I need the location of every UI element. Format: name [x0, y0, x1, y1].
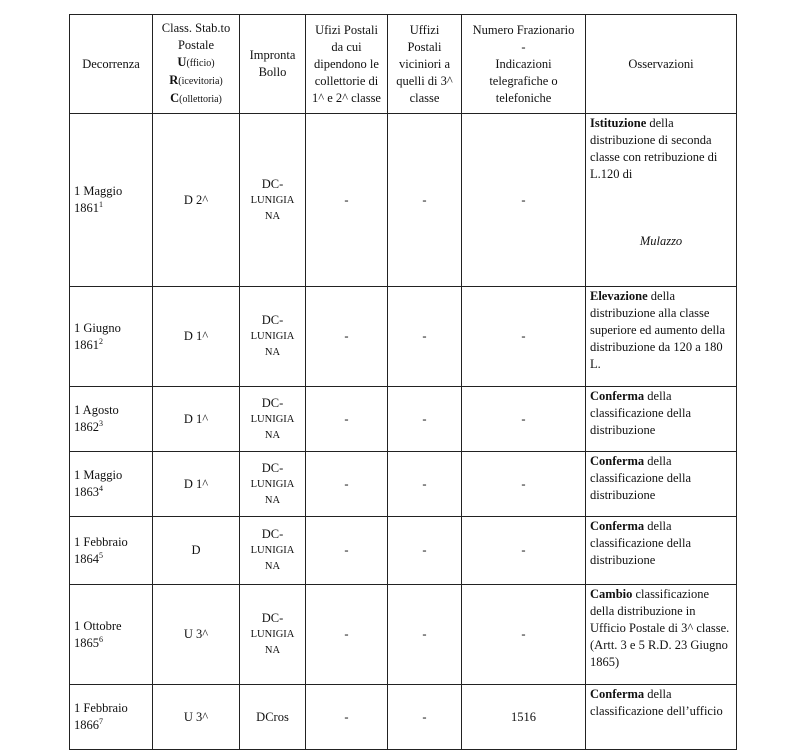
cell-decorrenza — [70, 585, 153, 685]
cell-osservazioni — [586, 287, 737, 387]
cell-uffizi-viciniori: - — [388, 287, 462, 387]
cell-uffizi-viciniori: - — [388, 452, 462, 517]
obs-keyword: Cambio — [590, 587, 633, 601]
cell-decorrenza — [70, 685, 153, 750]
cell-ufizi-postali: - — [306, 585, 388, 685]
obs-text: della classificazione della distribuzione — [590, 519, 691, 567]
cell-ufizi-postali: - — [306, 114, 388, 287]
cell-classificazione: U 3^ — [153, 585, 240, 685]
obs-keyword: Conferma — [590, 454, 645, 468]
bollo-line1: DC- — [261, 527, 284, 541]
header-numero-frazionario — [462, 15, 586, 114]
date-text: 1 Febbraio 1866 — [74, 701, 128, 732]
obs-keyword: Elevazione — [590, 289, 648, 303]
cell-numero-frazionario: - — [462, 585, 586, 685]
table-row — [70, 287, 737, 387]
cell-numero-frazionario: - — [462, 452, 586, 517]
cell-classificazione: D 1^ — [153, 452, 240, 517]
cell-osservazioni — [586, 387, 737, 452]
date-text: 1 Maggio 1863 — [74, 468, 123, 499]
date-text: 1 Giugno 1861 — [74, 320, 121, 352]
cell-numero-frazionario: - — [462, 287, 586, 387]
header-class-u-rest: (fficio) — [186, 58, 215, 69]
cell-osservazioni — [586, 685, 737, 750]
header-class-line1: Class. Stab.to — [161, 21, 231, 35]
cell-ufizi-postali: - — [306, 517, 388, 585]
obs-text: della distribuzione di seconda classe con retribuzione di L.120 di — [590, 116, 718, 181]
cell-uffizi-viciniori: - — [388, 387, 462, 452]
header-class-c-letter: C — [170, 91, 180, 105]
bollo-line2: LUNIGIA NA — [250, 629, 295, 656]
cell-numero-frazionario: 1516 — [462, 685, 586, 750]
bollo-line2: LUNIGIA NA — [250, 545, 295, 572]
header-numero-line3: Indicazioni telegrafiche o telefoniche — [489, 56, 558, 105]
cell-uffizi-viciniori: - — [388, 517, 462, 585]
cell-impronta-bollo — [240, 114, 306, 287]
cell-uffizi-viciniori: - — [388, 685, 462, 750]
obs-italic: Mulazzo — [639, 234, 683, 248]
header-class-c-rest: (ollettoria) — [179, 94, 222, 105]
date-text: 1 Febbraio 1864 — [74, 534, 128, 566]
cell-impronta-bollo — [240, 685, 306, 750]
cell-classificazione: D 2^ — [153, 114, 240, 287]
cell-decorrenza — [70, 517, 153, 585]
footnote-ref: 6 — [99, 634, 103, 644]
cell-osservazioni — [586, 517, 737, 585]
table-row — [70, 585, 737, 685]
bollo-line1: DC- — [261, 611, 284, 625]
header-impronta-bollo: Impronta Bollo — [240, 15, 306, 114]
header-classificazione — [153, 15, 240, 114]
cell-ufizi-postali: - — [306, 452, 388, 517]
cell-decorrenza — [70, 287, 153, 387]
cell-impronta-bollo — [240, 387, 306, 452]
cell-ufizi-postali: - — [306, 387, 388, 452]
bollo-line1: DC- — [261, 460, 284, 475]
header-class-line2: Postale — [177, 38, 215, 52]
footnote-ref: 5 — [99, 550, 103, 560]
header-class-r-letter: R — [169, 73, 179, 87]
cell-classificazione: U 3^ — [153, 685, 240, 750]
header-numero-line1: Numero Frazionario — [472, 22, 575, 37]
obs-text: classificazione della distribuzione in Ufficio Postale di 3^ classe. (Artt. 3 e 5 R.D. 23 Giugno 1865) — [590, 587, 730, 669]
bollo-line1: DC- — [261, 313, 284, 327]
header-numero-line2: - — [521, 39, 526, 54]
obs-keyword: Conferma — [590, 687, 645, 701]
header-uffizi-viciniori: Uffizi Postali viciniori a quelli di 3^ classe — [388, 15, 462, 114]
cell-impronta-bollo — [240, 585, 306, 685]
cell-numero-frazionario: - — [462, 517, 586, 585]
obs-text: della classificazione dell’ufficio — [590, 687, 723, 718]
header-ufizi-postali: Ufizi Postali da cui dipendono le collettorie di 1^ e 2^ classe — [306, 15, 388, 114]
table-row — [70, 685, 737, 750]
header-osservazioni: Osservazioni — [586, 15, 737, 114]
cell-ufizi-postali: - — [306, 287, 388, 387]
cell-classificazione: D 1^ — [153, 387, 240, 452]
cell-decorrenza — [70, 114, 153, 287]
header-decorrenza: Decorrenza — [70, 15, 153, 114]
obs-keyword: Istituzione — [590, 116, 647, 130]
obs-keyword: Conferma — [590, 519, 645, 533]
bollo-line2: LUNIGIA NA — [250, 331, 295, 358]
table-row — [70, 517, 737, 585]
bollo-line2: LUNIGIA NA — [250, 413, 295, 441]
table-row — [70, 387, 737, 452]
date-text: 1 Ottobre 1865 — [74, 618, 122, 650]
cell-osservazioni — [586, 452, 737, 517]
cell-classificazione: D — [153, 517, 240, 585]
cell-ufizi-postali: - — [306, 685, 388, 750]
cell-decorrenza — [70, 387, 153, 452]
bollo-line1: DCros — [256, 709, 289, 724]
obs-text: della classificazione della distribuzione — [590, 454, 691, 502]
postal-history-table — [69, 14, 737, 750]
cell-uffizi-viciniori: - — [388, 114, 462, 287]
cell-classificazione: D 1^ — [153, 287, 240, 387]
cell-impronta-bollo — [240, 287, 306, 387]
header-class-r-rest: (icevitoria) — [178, 76, 223, 87]
bollo-line1: DC- — [261, 395, 284, 410]
cell-osservazioni — [586, 114, 737, 287]
cell-decorrenza — [70, 452, 153, 517]
table-row — [70, 452, 737, 517]
obs-text: della distribuzione alla classe superiore ed aumento della distribuzione da 120 a 180 L. — [590, 289, 726, 371]
obs-keyword: Conferma — [590, 389, 645, 403]
bollo-line1: DC- — [261, 176, 284, 191]
footnote-ref: 2 — [99, 336, 103, 346]
footnote-ref: 3 — [99, 418, 103, 428]
cell-impronta-bollo — [240, 517, 306, 585]
footnote-ref: 7 — [99, 716, 103, 726]
header-class-u-letter: U — [177, 55, 187, 69]
cell-uffizi-viciniori: - — [388, 585, 462, 685]
date-text: 1 Agosto 1862 — [74, 403, 119, 434]
obs-text: della classificazione della distribuzione — [590, 389, 691, 437]
footnote-ref: 4 — [99, 483, 103, 493]
bollo-line2: LUNIGIA NA — [250, 194, 295, 222]
date-text: 1 Maggio 1861 — [74, 184, 123, 215]
footnote-ref: 1 — [99, 199, 103, 209]
cell-numero-frazionario: - — [462, 387, 586, 452]
cell-impronta-bollo — [240, 452, 306, 517]
cell-numero-frazionario: - — [462, 114, 586, 287]
table-row — [70, 114, 737, 287]
header-row — [70, 15, 737, 114]
bollo-line2: LUNIGIA NA — [250, 478, 295, 506]
cell-osservazioni — [586, 585, 737, 685]
